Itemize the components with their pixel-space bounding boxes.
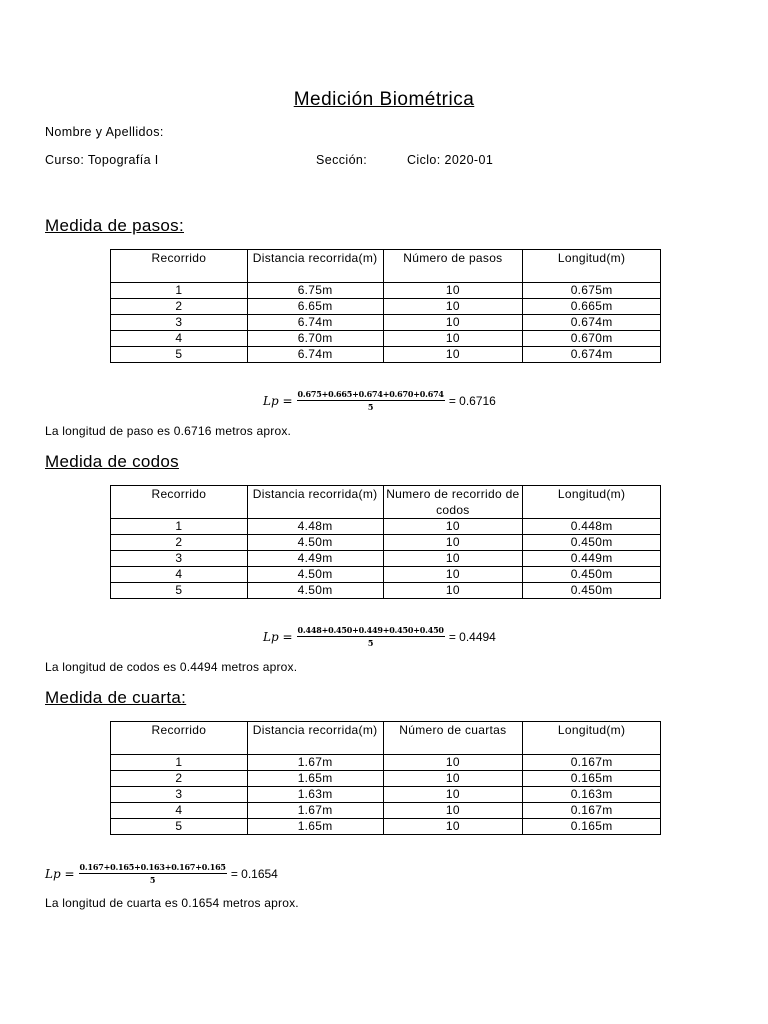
table-cell: 10 xyxy=(383,535,523,551)
table-cell: 10 xyxy=(383,283,523,299)
table-cell: 10 xyxy=(383,583,523,599)
column-header: Recorrido xyxy=(111,250,248,283)
table-cell: 0.674m xyxy=(523,315,661,331)
codos-heading: Medida de codos xyxy=(45,452,179,471)
column-header: Distancia recorrida(m) xyxy=(247,250,383,283)
codos-formula xyxy=(263,625,496,648)
column-header: Longitud(m) xyxy=(523,486,661,519)
formula-numerator: 0.675+0.665+0.674+0.670+0.674 xyxy=(297,389,444,399)
table-header-row xyxy=(111,486,661,519)
formula-fraction xyxy=(297,389,445,412)
table-row xyxy=(111,803,661,819)
table-cell: 10 xyxy=(383,755,523,771)
table-header-row xyxy=(111,250,661,283)
table-cell: 4.50m xyxy=(247,535,383,551)
table-row xyxy=(111,583,661,599)
formula-fraction xyxy=(297,625,445,648)
table-cell: 1 xyxy=(111,519,248,535)
column-header: Recorrido xyxy=(111,722,248,755)
table-cell: 0.675m xyxy=(523,283,661,299)
table-cell: 4 xyxy=(111,331,248,347)
table-cell: 0.450m xyxy=(523,583,661,599)
table-row xyxy=(111,535,661,551)
table-cell: 10 xyxy=(383,299,523,315)
pasos-table xyxy=(110,249,661,363)
table-cell: 10 xyxy=(383,519,523,535)
table-row xyxy=(111,551,661,567)
column-header: Longitud(m) xyxy=(523,250,661,283)
table-cell: 10 xyxy=(383,347,523,363)
table-cell: 0.449m xyxy=(523,551,661,567)
course-label: Curso: Topografía I xyxy=(45,153,159,167)
table-cell: 1.65m xyxy=(247,819,383,835)
column-header: Numero de recorrido de codos xyxy=(383,486,523,519)
table-cell: 2 xyxy=(111,299,248,315)
table-cell: 4 xyxy=(111,803,248,819)
table-cell: 1 xyxy=(111,283,248,299)
table-cell: 3 xyxy=(111,787,248,803)
column-header: Longitud(m) xyxy=(523,722,661,755)
codos-table xyxy=(110,485,661,599)
table-cell: 0.167m xyxy=(523,755,661,771)
table-cell: 6.74m xyxy=(247,347,383,363)
table-row xyxy=(111,299,661,315)
table-cell: 2 xyxy=(111,771,248,787)
cuarta-heading: Medida de cuarta: xyxy=(45,688,187,707)
table-cell: 0.167m xyxy=(523,803,661,819)
formula-result: = 0.1654 xyxy=(230,866,278,881)
formula-result: = 0.6716 xyxy=(448,393,496,408)
table-header-row xyxy=(111,722,661,755)
table-row xyxy=(111,567,661,583)
table-cell: 0.450m xyxy=(523,535,661,551)
table-cell: 5 xyxy=(111,347,248,363)
formula-denominator: 5 xyxy=(367,638,374,648)
table-cell: 0.670m xyxy=(523,331,661,347)
table-cell: 0.448m xyxy=(523,519,661,535)
table-row xyxy=(111,283,661,299)
codos-sentence: La longitud de codos es 0.4494 metros aprox. xyxy=(45,660,298,674)
cuarta-sentence: La longitud de cuarta es 0.1654 metros aprox. xyxy=(45,896,299,910)
table-cell: 10 xyxy=(383,819,523,835)
table-row xyxy=(111,787,661,803)
table-row xyxy=(111,315,661,331)
table-cell: 6.75m xyxy=(247,283,383,299)
column-header: Distancia recorrida(m) xyxy=(247,722,383,755)
formula-lhs: Lp = xyxy=(263,393,293,408)
formula-lhs: Lp = xyxy=(263,629,293,644)
table-cell: 0.665m xyxy=(523,299,661,315)
formula-lhs: Lp = xyxy=(45,866,75,881)
table-cell: 2 xyxy=(111,535,248,551)
section-label: Sección: xyxy=(316,153,368,167)
table-cell: 1.65m xyxy=(247,771,383,787)
table-cell: 10 xyxy=(383,331,523,347)
column-header: Número de cuartas xyxy=(383,722,523,755)
table-cell: 4.49m xyxy=(247,551,383,567)
table-cell: 10 xyxy=(383,567,523,583)
name-label: Nombre y Apellidos: xyxy=(45,125,164,139)
cuarta-formula xyxy=(45,862,278,885)
formula-numerator: 0.448+0.450+0.449+0.450+0.450 xyxy=(297,625,444,635)
table-cell: 10 xyxy=(383,803,523,819)
table-cell: 4 xyxy=(111,567,248,583)
column-header: Distancia recorrida(m) xyxy=(247,486,383,519)
table-cell: 0.450m xyxy=(523,567,661,583)
table-cell: 10 xyxy=(383,787,523,803)
formula-denominator: 5 xyxy=(367,402,374,412)
table-cell: 0.163m xyxy=(523,787,661,803)
column-header: Número de pasos xyxy=(383,250,523,283)
pasos-sentence: La longitud de paso es 0.6716 metros aprox. xyxy=(45,424,292,438)
table-row xyxy=(111,331,661,347)
table-cell: 6.65m xyxy=(247,299,383,315)
table-cell: 0.165m xyxy=(523,819,661,835)
table-cell: 3 xyxy=(111,315,248,331)
pasos-formula xyxy=(263,389,496,412)
table-cell: 0.674m xyxy=(523,347,661,363)
table-cell: 1.67m xyxy=(247,755,383,771)
table-cell: 1 xyxy=(111,755,248,771)
column-header: Recorrido xyxy=(111,486,248,519)
table-cell: 4.50m xyxy=(247,567,383,583)
page-title: Medición Biométrica xyxy=(293,89,475,110)
table-row xyxy=(111,519,661,535)
table-cell: 10 xyxy=(383,551,523,567)
formula-result: = 0.4494 xyxy=(448,629,496,644)
cycle-label: Ciclo: 2020-01 xyxy=(407,153,494,167)
pasos-heading: Medida de pasos: xyxy=(45,216,184,235)
table-row xyxy=(111,347,661,363)
table-row xyxy=(111,819,661,835)
table-row xyxy=(111,771,661,787)
table-row xyxy=(111,755,661,771)
formula-fraction xyxy=(79,862,227,885)
table-cell: 5 xyxy=(111,819,248,835)
table-cell: 4.48m xyxy=(247,519,383,535)
table-cell: 6.70m xyxy=(247,331,383,347)
table-cell: 10 xyxy=(383,315,523,331)
table-cell: 0.165m xyxy=(523,771,661,787)
table-cell: 1.63m xyxy=(247,787,383,803)
formula-numerator: 0.167+0.165+0.163+0.167+0.165 xyxy=(79,862,226,872)
formula-denominator: 5 xyxy=(149,875,156,885)
table-cell: 3 xyxy=(111,551,248,567)
table-cell: 5 xyxy=(111,583,248,599)
table-cell: 10 xyxy=(383,771,523,787)
cuarta-table xyxy=(110,721,661,835)
table-cell: 4.50m xyxy=(247,583,383,599)
table-cell: 6.74m xyxy=(247,315,383,331)
table-cell: 1.67m xyxy=(247,803,383,819)
